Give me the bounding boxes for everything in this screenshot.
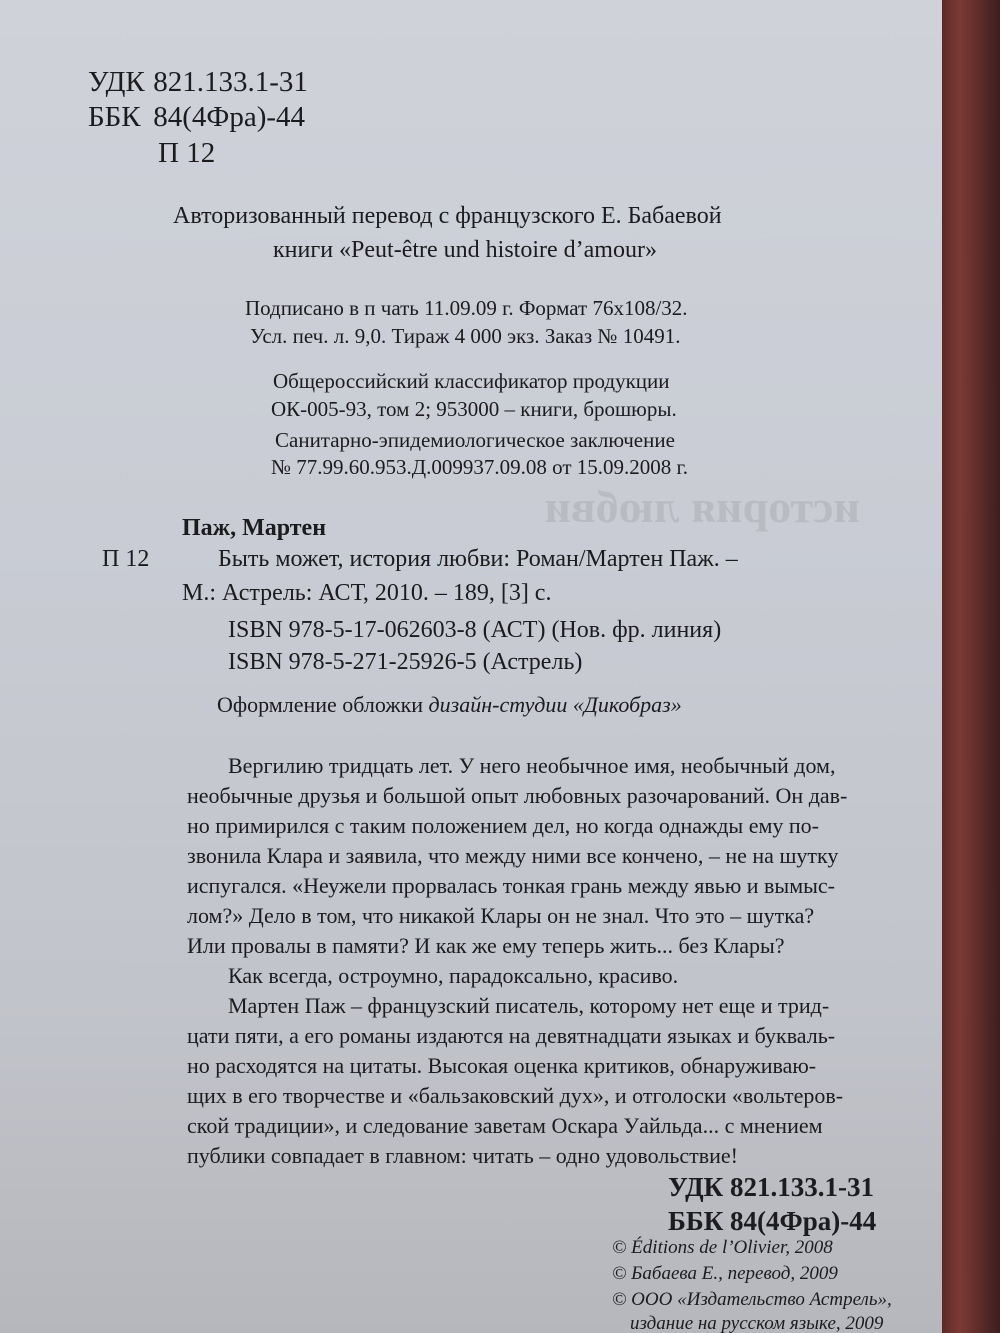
annotation-line: звонила Клара и заявила, что между ними все кончено, – не на шутку [187, 843, 839, 868]
bbk-line [88, 103, 305, 132]
translation-line-1: Авторизованный перевод с французского Е. Бабаевой [173, 203, 722, 229]
footer-udk: УДК 821.133.1-31 [668, 1172, 874, 1202]
annotation-line: ской традиции», и следование заветам Оскара Уайльда... с мнением [187, 1113, 823, 1138]
annotation-line: Как всегда, остроумно, парадоксально, красиво. [228, 963, 679, 988]
annotation-line: лом?» Дело в том, что никакой Клары он не знал. Что это – шутка? [187, 903, 815, 928]
annotation-line: Или провалы в памяти? И как же ему теперь жить... без Клары? [187, 933, 785, 958]
cover-design-prefix: Оформление обложки [217, 692, 429, 717]
annotation-line: но примирился с таким положением дел, но когда однажды ему по- [187, 813, 819, 838]
print-info-line-1: Подписано в п чать 11.09.09 г. Формат 76х108/32. [245, 296, 688, 320]
classifier-line-1: Общероссийский классификатор продукции [273, 369, 670, 393]
annotation-line: испугался. «Неужели прорвалась тонкая грань между явью и вымыс- [187, 873, 835, 898]
annotation-line: необычные друзья и большой опыт любовных разочарований. Он дав- [187, 783, 848, 808]
annotation-line: цати пяти, а его романы издаются на девятнадцати языках и букваль- [187, 1023, 836, 1048]
udk-label: УДК [88, 66, 145, 98]
cover-design-line [217, 694, 682, 716]
annotation-line: щих в его творчестве и «бальзаковский дух», и отголоски «вольтеров- [187, 1083, 844, 1108]
translation-line-2: книги «Peut-être und histoire d’amour» [273, 237, 657, 263]
classifier-line-2: ОК-005-93, том 2; 953000 – книги, брошюры. [271, 397, 677, 421]
catalog-author: Паж, Мартен [182, 515, 327, 541]
copyright-line-3: © ООО «Издательство Астрель», [612, 1289, 892, 1310]
catalog-title-line-2: М.: Астрель: АСТ, 2010. – 189, [3] с. [182, 580, 552, 606]
footer-bbk: ББК 84(4Фра)-44 [668, 1206, 877, 1236]
cover-design-studio: дизайн-студии «Дикобраз» [428, 692, 682, 717]
copyright-line-4: издание на русском языке, 2009 [630, 1313, 884, 1333]
copyright-line-2: © Бабаева Е., перевод, 2009 [612, 1263, 838, 1284]
udk-line [88, 68, 308, 97]
annotation-line: Вергилию тридцать лет. У него необычное имя, необычный дом, [228, 753, 836, 778]
annotation-line: но расходятся на цитаты. Высокая оценка критиков, обнаруживаю- [187, 1053, 817, 1078]
catalog-mark: П 12 [102, 546, 150, 572]
sanitary-line-2: № 77.99.60.953.Д.009937.09.08 от 15.09.2008 г. [271, 455, 689, 479]
isbn-line-1: ISBN 978-5-17-062603-8 (АСТ) (Нов. фр. линия) [228, 617, 722, 643]
bleed-through-text: история любви [544, 481, 860, 532]
annotation-line: публики совпадает в главном: читать – одно удовольствие! [187, 1143, 738, 1168]
udk-value: 821.133.1-31 [153, 66, 308, 98]
bbk-value: 84(4Фра)-44 [153, 101, 306, 133]
author-mark: П 12 [158, 137, 216, 169]
book-cover-edge [942, 0, 1000, 1333]
catalog-title-line-1: Быть может, история любви: Роман/Мартен Паж. – [218, 546, 738, 572]
sanitary-line-1: Санитарно-эпидемиологическое заключение [275, 428, 675, 452]
annotation-line: Мартен Паж – французский писатель, которому нет еще и трид- [228, 993, 830, 1018]
print-info-line-2: Усл. печ. л. 9,0. Тираж 4 000 экз. Заказ № 10491. [250, 324, 681, 348]
bbk-label: ББК [88, 101, 141, 133]
isbn-line-2: ISBN 978-5-271-25926-5 (Астрель) [228, 649, 583, 675]
copyright-line-1: © Éditions de l’Olivier, 2008 [612, 1237, 833, 1258]
